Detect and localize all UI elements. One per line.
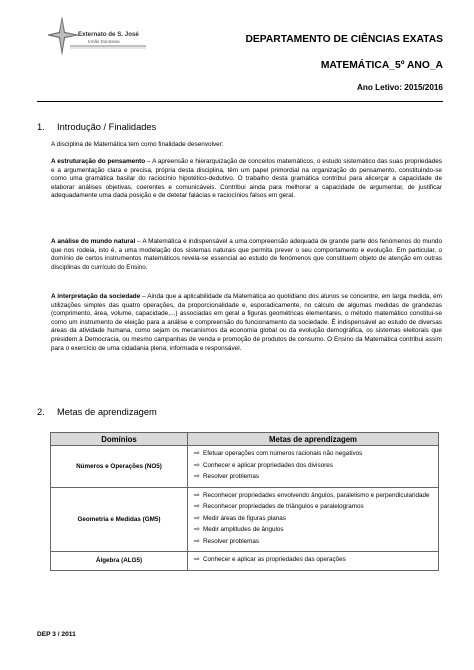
school-year: Ano Letivo: 2015/2016 xyxy=(356,83,443,92)
section-1-intro: A disciplina de Matemática tem como finalidade desenvolver: xyxy=(51,141,224,148)
paragraph-society-term: A interpretação da sociedade xyxy=(51,293,141,300)
goal-text: Medir áreas de figuras planas xyxy=(203,514,286,522)
arrow-right-icon: ⇨ xyxy=(194,473,200,480)
table-row xyxy=(51,446,439,488)
paragraph-society xyxy=(51,293,442,353)
logo-subtitle: Irmãs Doroteias xyxy=(88,39,120,44)
paragraph-society-text: – Ainda que a aplicabilidade da Matemática ao quotidiano dos alunos se concentre, em larga medida, em utilizações simples das quatro operações, da proporcionalidade e, esporadicamente, no cálculo de algumas medidas de grandezas (comprimento, área, volume, capacidade,...) associadas em geral a figuras geométricas elementares, o método matemático constitui-se como um instrumento de eleição para a análise e compreensão do funcionamento da sociedade. É indispensável ao estudo de diversas áreas da atividade humana, como sejam os mecanismos da economia global ou da evolução demográfica, os sistemas eleitorais que presidem à Democracia, ou mesmo campanhas de venda e promoção de produtos de consumo. O Ensino da Matemática contribui assim para o exercício de uma cidadania plena, informada e responsável. xyxy=(51,293,442,352)
arrow-right-icon: ⇨ xyxy=(194,491,200,499)
learning-goals-table xyxy=(50,432,439,571)
domain-cell: Geometria e Medidas (GM5) xyxy=(51,487,188,552)
department-title: DEPARTAMENTO DE CIÊNCIAS EXATAS xyxy=(245,34,443,45)
arrow-right-icon: ⇨ xyxy=(194,526,200,533)
domain-cell: Números e Operações (NO5) xyxy=(51,446,188,488)
footer-code: DEP 3 / 2011 xyxy=(37,631,76,638)
goal-text: Conhecer e aplicar propriedades dos divisores xyxy=(203,461,333,469)
paragraph-natural-world xyxy=(51,238,442,272)
goal-text: Reconhecer propriedades de triângulos e paralelogramos xyxy=(203,503,364,510)
section-2-number: 2. xyxy=(37,407,45,417)
list-item xyxy=(194,556,434,564)
paragraph-thinking-term: A estruturação do pensamento xyxy=(51,158,146,165)
goal-text: Medir amplitudes de ângulos xyxy=(203,526,284,533)
goal-text: Reconhecer propriedades envolvendo ângulos, paralelismo e perpendicularidade xyxy=(203,491,430,499)
paragraph-thinking-text: – A apreensão e hierarquização de conceitos matemáticos, o estudo sistemático das suas propriedades e a argumentação clara e precisa, própria desta disciplina, têm um papel primordial na organização do pensamento, constituindo-se como uma gramática basilar do raciocínio hipotético-dedutivo. O trabalho desta gramática contribui para alicerçar a capacidade de elaborar análises objetivas, coerentes e comunicáveis. Contribui ainda para melhorar a capacidade de argumentar, de justificar adequadamente uma dada posição e de detetar falácias e raciocínios falsos em geral. xyxy=(51,158,442,200)
goal-text: Efetuar operações com números racionais não negativos xyxy=(203,450,363,457)
arrow-right-icon: ⇨ xyxy=(194,461,200,469)
paragraph-natural-world-term: A análise do mundo natural xyxy=(51,238,136,245)
logo-school-name: Externato de S. José xyxy=(78,31,139,38)
table-row xyxy=(51,487,439,552)
list-item xyxy=(194,450,434,458)
list-item xyxy=(194,515,434,523)
arrow-right-icon: ⇨ xyxy=(194,537,200,545)
list-item xyxy=(194,473,434,481)
list-item xyxy=(194,526,434,534)
domain-cell: Álgebra (ALG5) xyxy=(51,552,188,571)
section-2-title: Metas de aprendizagem xyxy=(57,407,157,417)
paragraph-thinking xyxy=(51,158,442,201)
section-1-number: 1. xyxy=(37,122,45,132)
column-header-domains: Domínios xyxy=(51,433,188,446)
list-item xyxy=(194,462,434,470)
column-header-goals: Metas de aprendizagem xyxy=(188,433,439,446)
goals-cell xyxy=(188,552,439,571)
paragraph-natural-world-text: – A Matemática é indispensável a uma compreensão adequada de grande parte dos fenómenos do mundo que nos rodeia, isto é, a uma modelação dos sistemas naturais que permita prever o seu comportamento e evolução. Em particular, o domínio de certos instrumentos matemáticos revela-se essencial ao estudo de fenómenos que constituem objeto de atenção em outras disciplinas do currículo do Ensino. xyxy=(51,238,442,271)
school-logo xyxy=(48,14,148,58)
table-row xyxy=(51,552,439,571)
header-divider xyxy=(37,101,443,102)
subject-title: MATEMÁTICA_5º ANO_A xyxy=(320,60,443,71)
section-1-heading xyxy=(37,122,156,132)
section-1-title: Introdução / Finalidades xyxy=(57,122,157,132)
list-item xyxy=(194,492,434,500)
goal-text: Resolver problemas xyxy=(203,537,259,545)
arrow-right-icon: ⇨ xyxy=(194,514,200,522)
list-item xyxy=(194,538,434,546)
goal-text: Conhecer e aplicar as propriedades das operações xyxy=(203,556,346,563)
arrow-right-icon: ⇨ xyxy=(194,556,200,563)
arrow-right-icon: ⇨ xyxy=(194,450,200,457)
goals-cell xyxy=(188,446,439,488)
section-2-heading xyxy=(37,407,157,417)
arrow-right-icon: ⇨ xyxy=(194,503,200,510)
goal-text: Resolver problemas xyxy=(203,473,259,480)
table-header-row xyxy=(51,433,439,446)
goals-cell xyxy=(188,487,439,552)
list-item xyxy=(194,503,434,511)
